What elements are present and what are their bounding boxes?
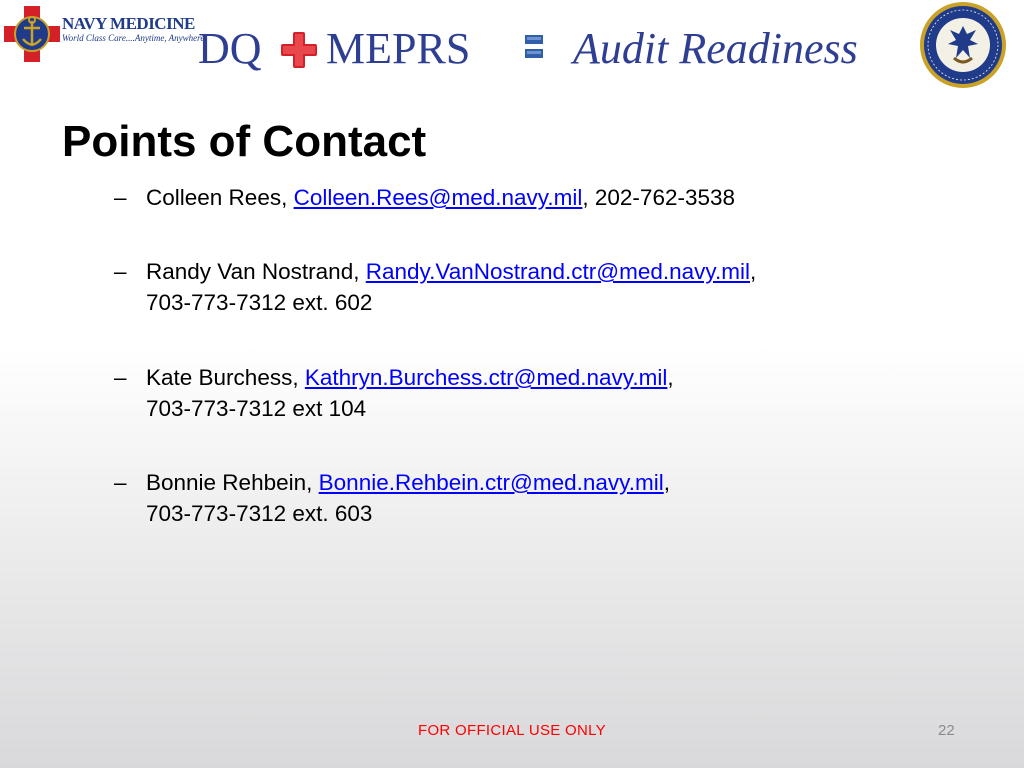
contact-email-link[interactable]: Randy.VanNostrand.ctr@med.navy.mil [365, 259, 750, 284]
contact-item [114, 467, 671, 529]
slide-header [0, 0, 1024, 95]
header-meprs-text: MEPRS [326, 24, 471, 73]
red-cross-icon [279, 30, 319, 70]
bullet-dash: – [114, 365, 127, 390]
contact-phone: 703-773-7312 ext. 603 [146, 501, 373, 526]
bullet-dash: – [114, 470, 127, 495]
contact-email-link[interactable]: Kathryn.Burchess.ctr@med.navy.mil [304, 365, 668, 390]
contact-phone: 703-773-7312 ext 104 [146, 396, 367, 421]
contact-phone: , 202-762-3538 [582, 185, 736, 210]
contact-item [114, 182, 736, 213]
page-number: 22 [938, 722, 955, 739]
classification-footer: FOR OFFICIAL USE ONLY [418, 722, 606, 739]
logo-brand-text: NAVY MEDICINE [62, 14, 195, 33]
contact-separator: , [667, 365, 674, 390]
contact-separator: , [749, 259, 757, 284]
contact-email-link[interactable]: Bonnie.Rehbein.ctr@med.navy.mil [318, 470, 664, 495]
contact-separator: , [663, 470, 671, 495]
contact-name: Kate Burchess, [146, 365, 299, 390]
bullet-dash: – [114, 259, 127, 284]
navy-medicine-logo [2, 4, 205, 66]
bullet-dash: – [114, 185, 127, 210]
contact-item [114, 362, 674, 424]
header-dq-text: DQ [198, 24, 262, 73]
contact-name: Colleen Rees, [146, 185, 288, 210]
equals-sign-icon [524, 34, 544, 60]
header-audit-readiness-text: Audit Readiness [573, 24, 858, 73]
contact-item [114, 256, 757, 318]
contact-email-link[interactable]: Colleen.Rees@med.navy.mil [293, 185, 583, 210]
department-of-navy-seal-icon [918, 0, 1008, 90]
slide-title: Points of Contact [62, 117, 427, 166]
contact-phone: 703-773-7312 ext. 602 [146, 290, 373, 315]
logo-tagline: World Class Care....Anytime, Anywhere [62, 33, 205, 43]
navy-medicine-emblem-icon [2, 4, 62, 66]
contact-name: Bonnie Rehbein, [146, 470, 313, 495]
contact-name: Randy Van Nostrand, [146, 259, 360, 284]
